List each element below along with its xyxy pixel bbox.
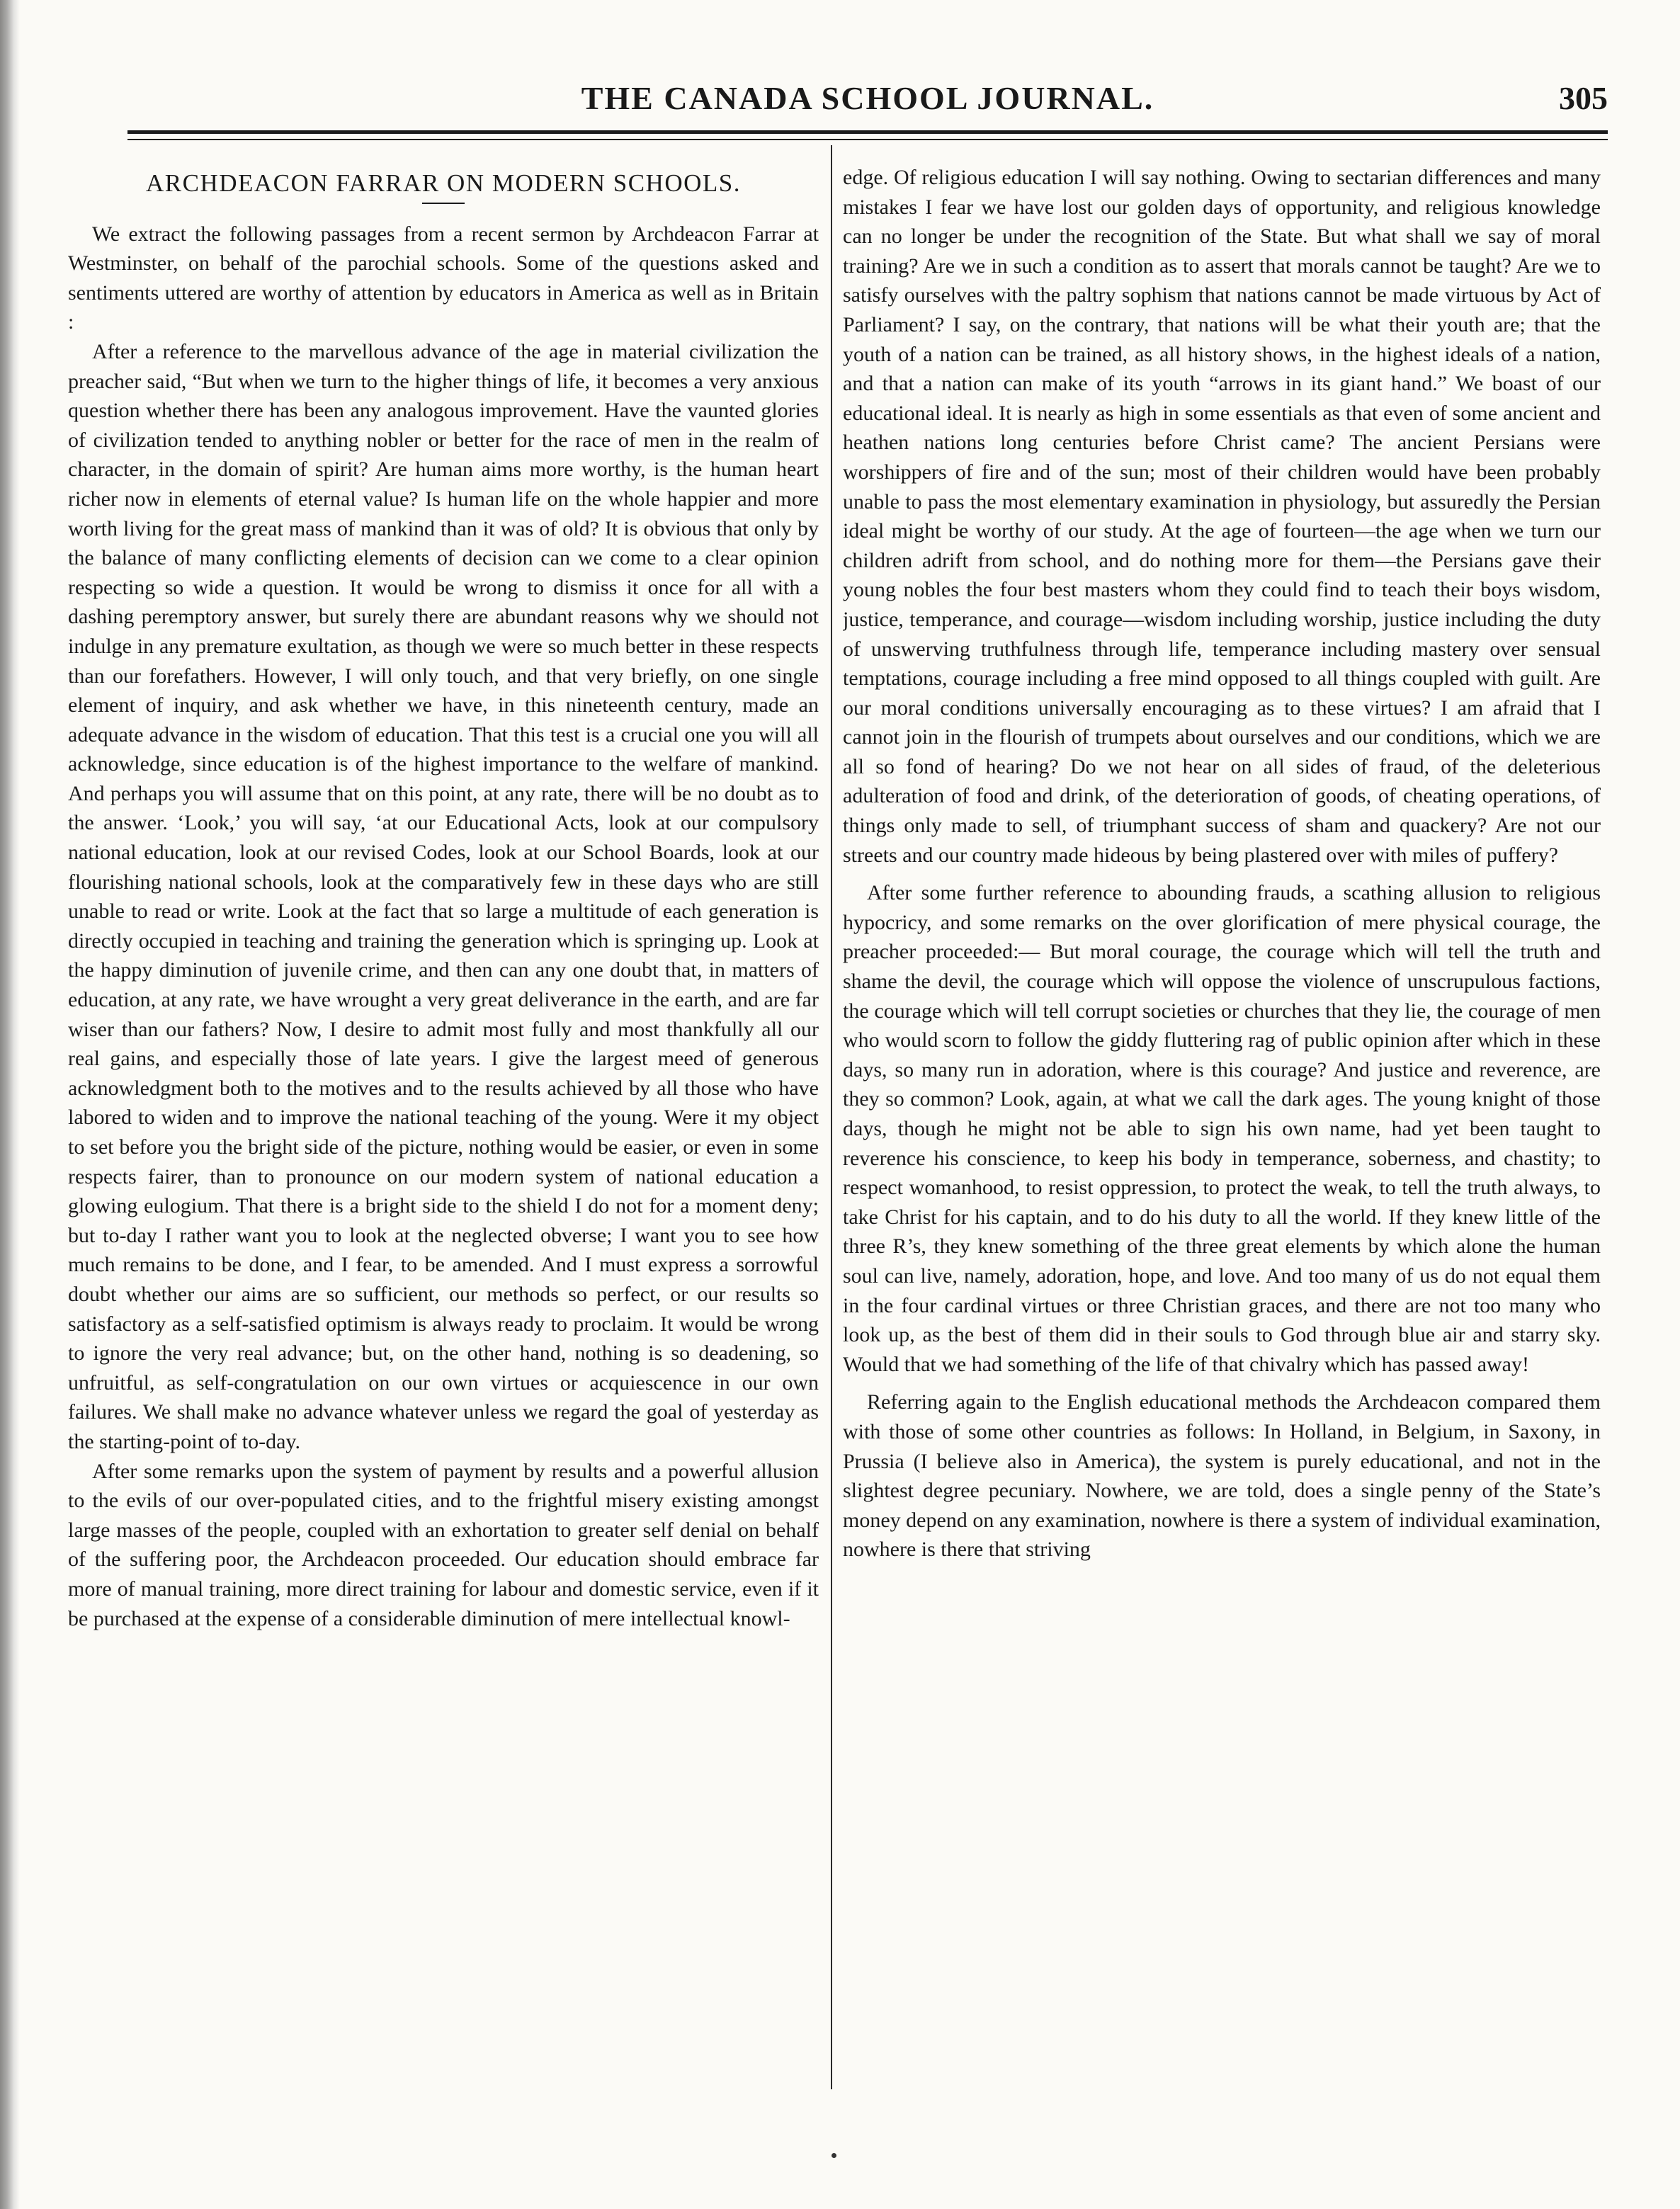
page-header — [127, 79, 1608, 125]
running-title: THE CANADA SCHOOL JOURNAL. — [581, 80, 1154, 116]
left-column — [68, 163, 819, 2089]
header-rule-thin — [127, 139, 1608, 140]
paragraph-intro: We extract the following passages from a recent sermon by Archdeacon Farrar at Westminster, on behalf of the parochial schools. Some of the questions asked and sentiments uttered are worthy of attention by educators in America as well as in Britain : — [68, 222, 819, 334]
right-column — [843, 163, 1601, 2089]
scanned-page-edge — [0, 0, 20, 2209]
title-rule — [422, 203, 465, 204]
paragraph-sermon-opening: After a reference to the marvellous advance of the age in material civilization the preacher said, “But when we turn to the higher things of life, it becomes a very anxious question whether there has been any analogous improvement. Have the vaunted glories of civilization tended to anything nobler or better for the race of men in the realm of character, in the domain of spirit? Are human aims more worthy, is the human heart richer now in elements of eternal value? Is human life on the whole happier and more worth living for the great mass of mankind than it was of old? It is obvious that only by the balance of many conflicting elements of decision can we come to a clear opinion respecting so wide a question. It would be wrong to dismiss it once for all with a dashing peremptory answer, but surely there are abundant reasons why we should not indulge in any premature exultation, as though we were so much better in these respects than our forefathers. However, I will only touch, and that very briefly, on one single element of inquiry, and ask whether we have, in this nineteenth century, made an adequate advance in the wisdom of education. That this test is a crucial one you will all acknowledge, since education is of the highest importance to the welfare of mankind. And perhaps you will assume that on this point, at any rate, there will be no doubt as to the answer. ‘Look,’ you will say, ‘at our Educational Acts, look at our compulsory national education, look at our revised Codes, look at our School Boards, look at our flourishing national schools, look at the comparatively few in these days who are still unable to read or write. Look at the fact that so large a multitude of each generation is directly occupied in teaching and training the generation which is springing up. Look at the happy diminution of juvenile crime, and then can any one doubt that, in matters of education, at any rate, we have wrought a very great deliverance in the earth, and are far wiser than our fathers? Now, I desire to admit most fully and most thankfully all our real gains, and especially those of late years. I give the largest meed of generous acknowledgment both to the motives and to the results achieved by all those who have labored to widen and to improve the national teaching of the young. Were it my object to set before you the bright side of the picture, nothing would be easier, or even in some respects fairer, than to pronounce on our modern system of national education a glowing eulogium. That there is a bright side to the shield I do not for a moment deny; but to-day I rather want you to look at the neglected obverse; I want you to see how much remains to be done, and I fear, to be amended. And I must express a sorrowful doubt whether our aims are so sufficient, our methods so perfect, or our results so satisfactory as a self-satisfied optimism is always ready to proclaim. It would be wrong to ignore the very real advance; but, on the other hand, nothing is so deadening, so unfruitful, as self-congratulation on our own virtues or acquiescence in our own failures. We shall make no advance whatever unless we regard the goal of yesterday as the starting-point of to-day. — [68, 339, 819, 1453]
page-number: 305 — [1559, 80, 1608, 116]
page-mark — [832, 2153, 836, 2158]
header-rule-thick — [127, 130, 1608, 134]
paragraph-moral-training: edge. Of religious education I will say nothing. Owing to sectarian differences and many mistakes I fear we have lost our golden days of opportunity, and religious knowledge can no longer be under the recognition of the State. But what shall we say of moral training? Are we in such a condition as to assert that morals cannot be taught? Are we to satisfy ourselves with the paltry sophism that nations cannot be made virtuous by Act of Parliament? I say, on the contrary, that nations will be what their youth are; that the youth of a nation can be trained, as all history shows, in the highest ideals of a nation, and that a nation can make of its youth “arrows in its giant hand.” We boast of our educational ideal. It is nearly as high in some essentials as that even of some ancient and heathen nations long centuries before Christ came? The ancient Persians were worshippers of fire and of the sun; most of their children would have been probably unable to pass the most elementary examination in physiology, but assuredly the Persian ideal might be worthy of our study. At the age of fourteen—the age when we turn our children adrift from school, and do nothing more for them—the Persians gave their young nobles the four best masters whom they could find to teach their boys wisdom, justice, temperance, and courage—wisdom including worship, justice including the duty of unswerving truthfulness through life, temperance including mastery over sensual temptations, courage including a free mind opposed to all things coupled with guilt. Are our moral conditions universally encouraging as to these virtues? I am afraid that I cannot join in the flourish of trumpets about ourselves and our conditions, which we are all so fond of hearing? Do we not hear on all sides of fraud, of the deleterious adulteration of food and drink, of the deterioration of goods, of cheating operations, of things only made to sell, of triumphant success of sham and quackery? Are not our streets and our country made hideous by being plastered over with miles of puffery? — [843, 166, 1601, 867]
paragraph-moral-courage: After some further reference to abounding frauds, a scathing allusion to religious hypocricy, and some remarks on the over glorification of mere physical courage, the preacher proceeded:— But moral courage, the courage which will tell the truth and shame the devil, the courage which will oppose the violence of unscrupulous factions, the courage which will tell corrupt societies or churches that they lie, the courage of men who would scorn to follow the giddy fluttering rag of public opinion after which in these days, so many run in adoration, where is this courage? And justice and reverence, are they so common? Look, again, at what we call the dark ages. The young knight of those days, though he might not be able to sign his own name, had yet been taught to reverence his conscience, to keep his body in temperance, soberness, and chastity; to respect womanhood, to resist oppression, to protect the weak, to tell the truth always, to take Christ for his captain, and to do his duty to all the world. If they knew little of the three R’s, they knew something of the three great elements by which alone the human soul can live, namely, adoration, hope, and love. And too many of us do not equal them in the four cardinal virtues or three Christian graces, and there are not too many who look up, as the best of them did in their souls to God through blue air and starry sky. Would that we had something of the life of that chivalry which has passed away! — [843, 881, 1601, 1376]
column-divider — [831, 145, 832, 2089]
article-title: ARCHDEACON FARRAR ON MODERN SCHOOLS. — [146, 169, 741, 197]
paragraph-foreign-systems: Referring again to the English educational methods the Archdeacon compared them with those of some other countries as follows: In Holland, in Belgium, in Saxony, in Prussia (I believe also in America), the system is purely educational, and not in the slightest degree pecuniary. Nowhere, we are told, does a single penny of the State’s money depend on any examination, nowhere is there a system of individual examination, nowhere is there that striving — [843, 1390, 1601, 1562]
paragraph-manual-training: After some remarks upon the system of payment by results and a powerful allusion to the evils of our over-populated cities, and to the frightful misery existing amongst large masses of the people, coupled with an exhortation to greater self denial on behalf of the suffering poor, the Archdeacon proceeded. Our education should embrace far more of manual training, more direct training for labour and domestic service, even if it be purchased at the expense of a considerable diminution of mere intellectual knowl- — [68, 1459, 819, 1630]
